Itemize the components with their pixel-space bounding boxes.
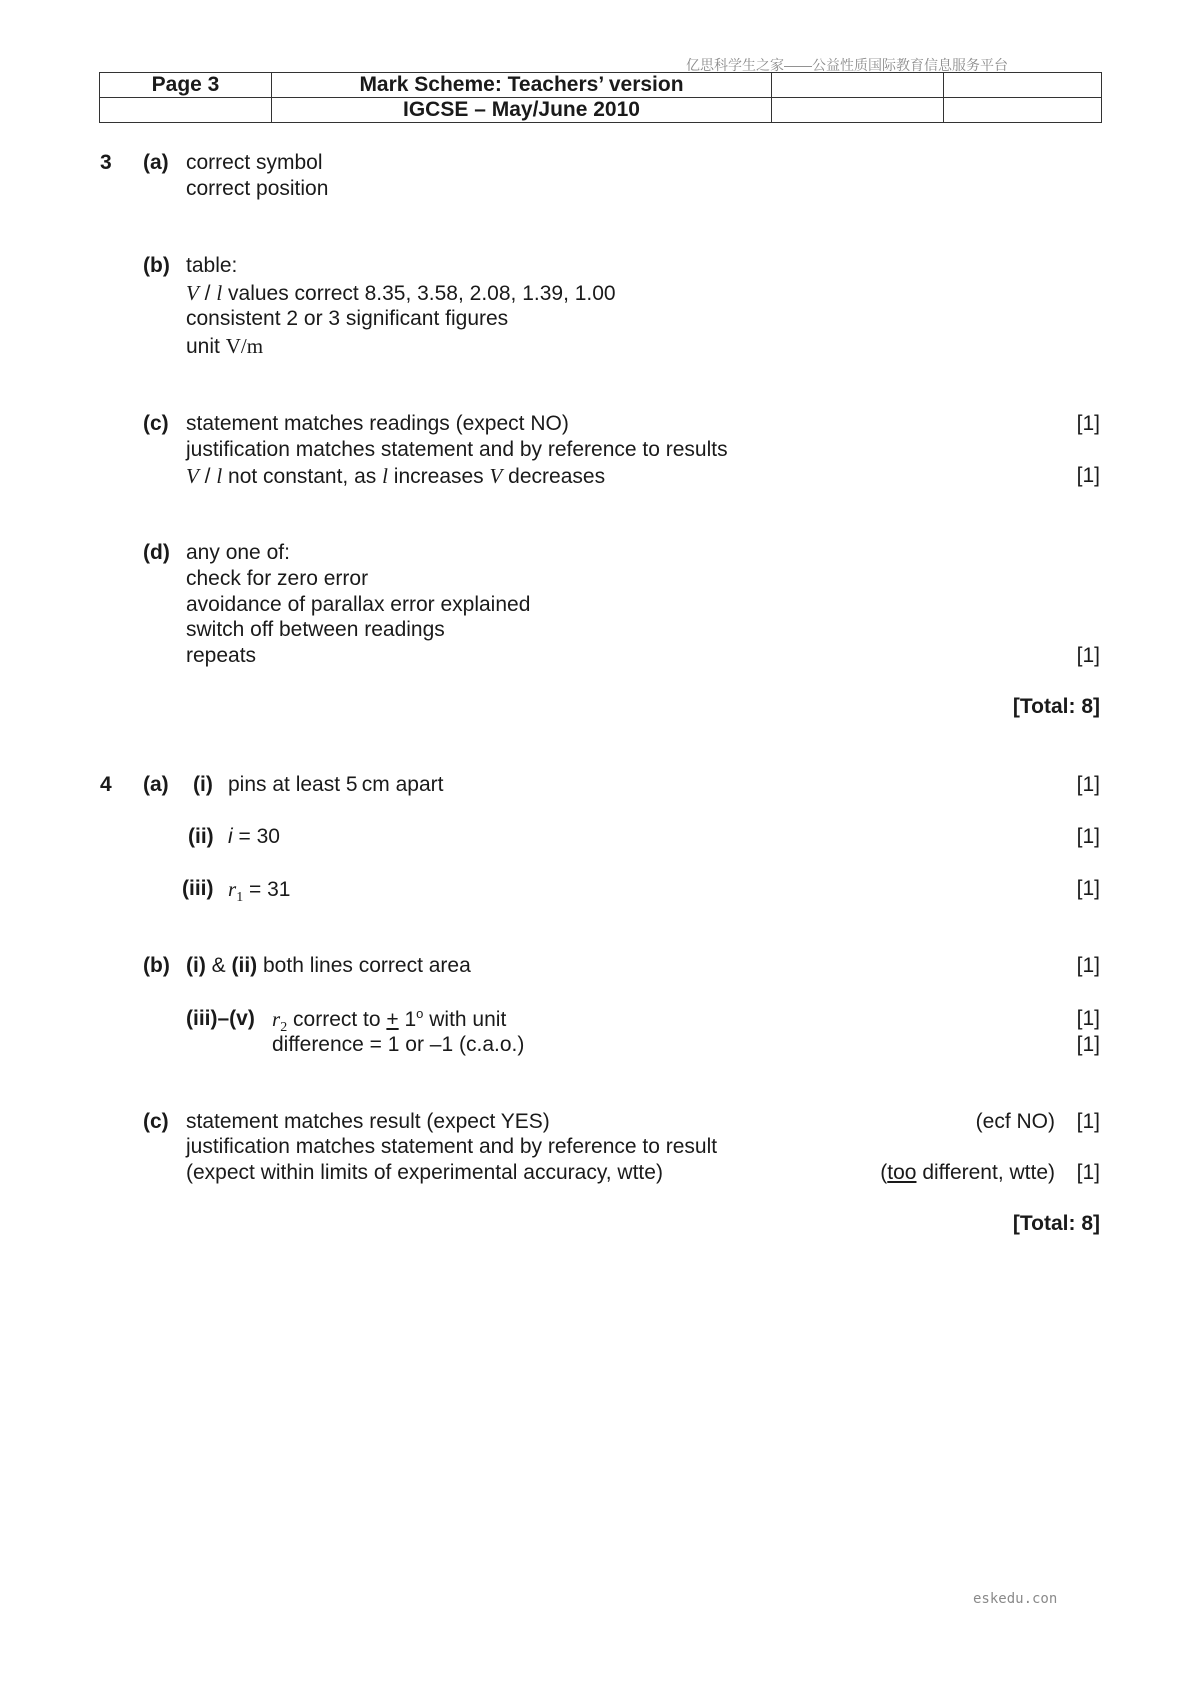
q3b-unit: V/m	[225, 334, 264, 358]
q3c-var-l: l	[216, 464, 223, 488]
q4-total: [Total: 8]	[1012, 1212, 1100, 1235]
header-table	[99, 72, 1102, 123]
q4b-label: (b)	[143, 954, 170, 977]
q3a-line-2: correct position	[186, 177, 329, 200]
q4a-iii-line	[228, 876, 291, 906]
q4a-i-label: (i)	[193, 773, 213, 796]
q3c-mark-2: [1]	[1076, 464, 1100, 487]
q4-number: 4	[100, 773, 112, 796]
q4b-text-1: correct to	[287, 1008, 387, 1031]
header-empty-2	[944, 73, 1102, 98]
q3-number: 3	[100, 151, 112, 174]
q4b-amp: &	[205, 954, 232, 977]
q4b-text-2: 1	[398, 1008, 417, 1031]
q3d-line-3: avoidance of parallax error explained	[186, 593, 531, 616]
watermark-text: 亿思科学生之家——公益性质国际教育信息服务平台	[686, 57, 1008, 73]
q4c-mark-1: [1]	[1076, 1110, 1100, 1133]
q3c-line-3	[186, 463, 605, 490]
q4b-iii-v-label: (iii)–(v)	[186, 1007, 255, 1030]
q4b-sub: 2	[280, 1020, 288, 1036]
q3d-mark: [1]	[1076, 644, 1100, 667]
q3b-sigfig: consistent 2 or 3 significant figures	[186, 307, 509, 330]
q3c-text-1: not constant, as	[222, 465, 383, 488]
q4a-ii-mark: [1]	[1076, 825, 1100, 848]
q3d-label: (d)	[143, 541, 170, 564]
q4a-ii-line	[228, 824, 280, 850]
q4c-alt-1: (ecf NO)	[975, 1110, 1055, 1133]
q3-total: [Total: 8]	[1012, 695, 1100, 718]
q4a-label: (a)	[143, 773, 169, 796]
q4b-plus-minus: +	[386, 1008, 399, 1031]
q4b-degree: o	[416, 1006, 424, 1021]
q4b-text-3: with unit	[423, 1008, 507, 1031]
q4b-iii-v-line-1	[272, 1006, 507, 1036]
q3c-mark-1: [1]	[1076, 412, 1100, 435]
q4b-var: r	[272, 1007, 281, 1031]
q4b-i-ii-line	[186, 953, 471, 979]
footer-text: eskedu.con	[973, 1591, 1058, 1607]
q4c-line-2: justification matches statement and by reference to result	[186, 1135, 718, 1158]
q4b-i-label: (i)	[186, 954, 206, 977]
q3d-line-1: any one of:	[186, 541, 290, 564]
header-page: Page 3	[100, 73, 272, 98]
q3d-line-5: repeats	[186, 644, 257, 667]
q3b-unit-pre: unit	[186, 335, 226, 358]
q4a-ii-text: = 30	[232, 825, 280, 848]
q4c-mark-2: [1]	[1076, 1161, 1100, 1184]
q3b-table: table:	[186, 254, 238, 277]
q4a-i-mark: [1]	[1076, 773, 1100, 796]
q3b-label: (b)	[143, 254, 170, 277]
q4c-label: (c)	[143, 1110, 169, 1133]
q4c-alt-2-post: different, wtte)	[916, 1161, 1055, 1184]
q3c-var-l2: l	[382, 464, 388, 488]
q3a-label: (a)	[143, 151, 169, 174]
q3b-var-l: l	[216, 281, 223, 305]
q4a-iii-var: r	[228, 877, 237, 901]
header-exam: IGCSE – May/June 2010	[272, 98, 772, 123]
q3b-unit-line	[186, 333, 263, 360]
q3c-line-2: justification matches statement and by reference to results	[186, 438, 728, 461]
q3d-line-4: switch off between readings	[186, 618, 445, 641]
q4a-iii-text: = 31	[243, 878, 291, 901]
q3c-label: (c)	[143, 412, 169, 435]
q4c-line-3: (expect within limits of experimental accuracy, wtte)	[186, 1161, 663, 1184]
q3b-values-line	[186, 280, 616, 307]
q3c-var-V2: V	[489, 464, 503, 488]
q4b-i-ii-text: both lines correct area	[257, 954, 471, 977]
q3c-slash: /	[198, 465, 217, 488]
q3b-var-V: V	[186, 281, 199, 305]
q4a-iii-label: (iii)	[182, 877, 214, 900]
q4c-alt-2-underlined: too	[887, 1161, 917, 1184]
q3c-var-V: V	[186, 464, 199, 488]
q3d-line-2: check for zero error	[186, 567, 369, 590]
header-empty-4	[772, 98, 944, 123]
q4c-line-1: statement matches result (expect YES)	[186, 1110, 550, 1133]
q4b-i-ii-mark: [1]	[1076, 954, 1100, 977]
q4a-ii-label: (ii)	[188, 825, 214, 848]
q3b-slash: /	[198, 282, 217, 305]
q3b-values: values correct 8.35, 3.58, 2.08, 1.39, 1.00	[222, 282, 616, 305]
q4c-alt-2	[880, 1160, 1055, 1186]
q4b-iii-v-mark-1: [1]	[1076, 1007, 1100, 1030]
q4b-iii-v-line-2: difference = 1 or –1 (c.a.o.)	[272, 1033, 525, 1056]
q4b-iii-v-mark-2: [1]	[1076, 1033, 1100, 1056]
q3c-text-3: decreases	[502, 465, 606, 488]
q4c-alt-2-pre: (	[880, 1161, 888, 1184]
q3c-line-1: statement matches readings (expect NO)	[186, 412, 569, 435]
q4a-i-text: pins at least 5 cm apart	[228, 773, 444, 796]
q4a-ii-var: i	[228, 825, 233, 848]
q4b-ii-label: (ii)	[231, 954, 258, 977]
q3c-text-2: increases	[387, 465, 490, 488]
header-empty-3	[100, 98, 272, 123]
q4a-iii-mark: [1]	[1076, 877, 1100, 900]
header-title: Mark Scheme: Teachers’ version	[272, 73, 772, 98]
header-empty-1	[772, 73, 944, 98]
header-empty-5	[944, 98, 1102, 123]
q3a-line-1: correct symbol	[186, 151, 323, 174]
q4a-iii-sub: 1	[236, 890, 244, 906]
